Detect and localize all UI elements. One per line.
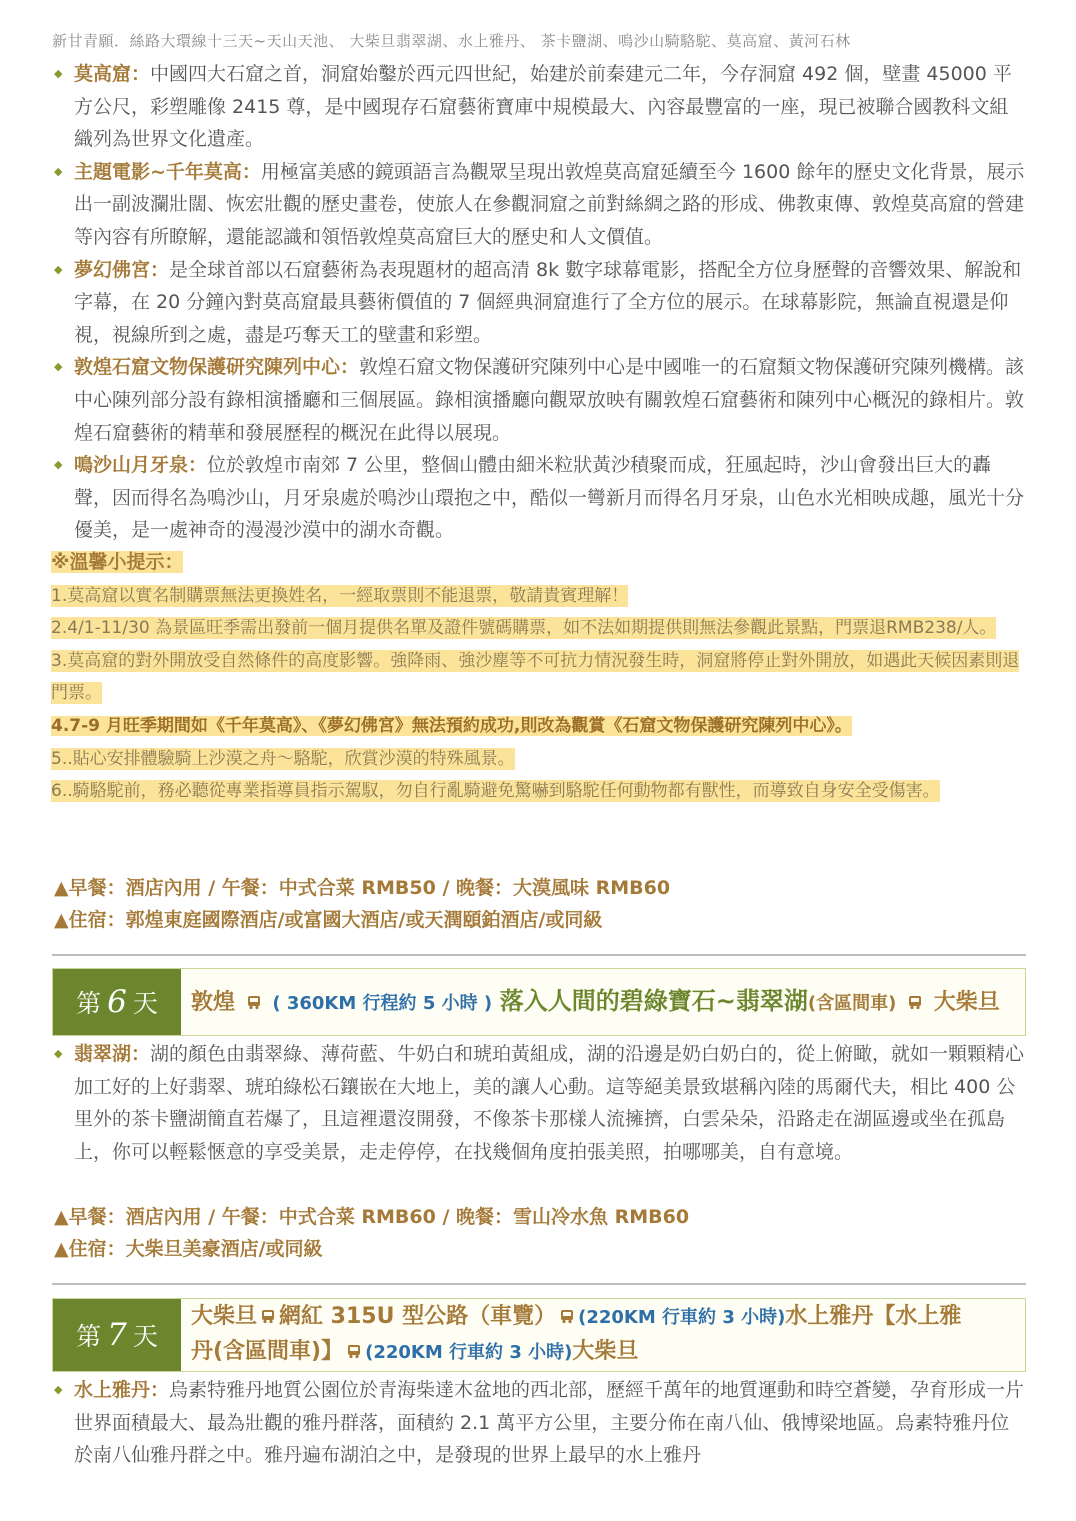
attraction-term: 敦煌石窟文物保護研究陳列中心：	[74, 356, 360, 379]
tour-header: 新甘青願．絲路大環線十三天~天山天池、 大柴旦翡翠湖、水上雅丹、 茶卡鹽湖、鳴沙山騎駱駝、莫高窟、黃河石林	[52, 32, 851, 50]
attraction-term: 夢幻佛宮：	[74, 258, 170, 281]
day6-label	[53, 969, 181, 1035]
route-stop: 丹(含區間車)】	[191, 1339, 344, 1364]
day5-hotel: ▲住宿：郭煌東庭國際酒店/或富國大酒店/或天潤頤鉑酒店/或同級	[54, 909, 603, 931]
day-suffix: 天	[132, 989, 158, 1018]
route-from: 大柴旦	[191, 1304, 258, 1329]
tip-item: 1.莫高窟以實名制購票無法更換姓名，一經取票則不能退票，敬請貴賓理解！	[51, 585, 629, 606]
bus-icon	[247, 995, 261, 1010]
tip-item: 6..騎駱駝前，務必聽從專業指導員指示駕馭，勿自行亂騎避免驚嚇到駱駝任何動物都有獸性，而導致自身安全受傷害。	[51, 781, 940, 802]
attraction-term: 莫高窟：	[74, 63, 151, 85]
attraction-item	[52, 351, 1027, 449]
day6-attractions	[52, 1038, 1027, 1168]
tip-item: 5..貼心安排體驗騎上沙漠之舟～駱駝，欣賞沙漠的特殊風景。	[51, 748, 515, 769]
bus-icon	[261, 1309, 275, 1324]
route-from: 敦煌	[191, 989, 236, 1015]
attraction-item	[52, 1374, 1027, 1472]
attraction-term: 水上雅丹：	[74, 1379, 170, 1401]
tips-title: ※溫馨小提示：	[51, 551, 184, 573]
day-suffix: 天	[132, 1322, 158, 1351]
attraction-term: 翡翠湖：	[74, 1043, 151, 1065]
attraction-text: 烏素特雅丹地質公園位於青海柴達木盆地的西北部，歷經千萬年的地質運動和時空蒼變，孕育形成一片世界面積最大、最為壯觀的雅丹群落，面積約 2.1 萬平方公里，主要分佈在南八仙、俄博梁地區。烏素特雅丹位於南八仙雅丹群之中。雅丹遍布湖泊之中，是發現的世界上最早的水上雅丹	[74, 1379, 1025, 1467]
bus-icon	[560, 1309, 574, 1324]
day-prefix: 第	[76, 1322, 102, 1351]
divider	[52, 954, 1026, 956]
tips-section	[51, 546, 1031, 808]
route-highlight: 落入人間的碧綠寶石~翡翠湖	[499, 986, 808, 1015]
tip-item: 3.莫高窟的對外開放受自然條件的高度影響。強降雨、強沙塵等不可抗力情況發生時，洞窟將停止對外開放，如遇此天候因素則退門票。	[51, 650, 1020, 704]
route-duration: ( 360KM 行程約 5 小時 )	[272, 992, 493, 1014]
divider	[52, 1283, 1026, 1285]
attraction-text: 湖的顏色由翡翠綠、薄荷藍、牛奶白和琥珀黃組成，湖的沿邊是奶白奶白的，從上俯瞰，就如一顆顆精心加工好的上好翡翠、琥珀綠松石鑲嵌在大地上，美的讓人心動。這等絕美景致堪稱內陸的馬爾代夫，相比 400 公里外的茶卡鹽湖簡直若爆了，且這裡還沒開發，不像茶卡那樣人流擁擠，白雲朵朵，沿路走在湖區邊或坐在孤島上，你可以輕鬆愜意的享受美景，走走停停，在找幾個角度拍張美照，拍哪哪美，自有意境。	[74, 1043, 1025, 1163]
attraction-item	[52, 58, 1027, 156]
attraction-item	[52, 156, 1027, 254]
day7-attractions	[52, 1374, 1027, 1472]
route-stop: 網紅 315U 型公路（車覽）	[279, 1304, 557, 1329]
route-stop: 水上雅丹【水上雅	[785, 1304, 962, 1329]
tip-item-bold: 4.7-9 月旺季期間如《千年莫高》、《夢幻佛宮》無法預約成功,則改為觀賞《石窟文物保護研究陳列中心》。	[51, 715, 852, 736]
day-number: 6	[107, 984, 127, 1020]
route-duration: (220KM 行車約 3 小時)	[365, 1342, 573, 1363]
day6-hotel: ▲住宿：大柴旦美豪酒店/或同級	[54, 1238, 323, 1260]
attraction-item	[52, 1038, 1027, 1168]
attraction-item	[52, 254, 1027, 352]
route-duration: (220KM 行車約 3 小時)	[578, 1307, 786, 1328]
attraction-item	[52, 449, 1027, 547]
attraction-text: 用極富美感的鏡頭語言為觀眾呈現出敦煌莫高窟延續至今 1600 餘年的歷史文化背景，展示出一副波瀾壯闊、恢宏壯觀的歷史畫卷，使旅人在參觀洞窟之前對絲綢之路的形成、佛教東傳、敦煌莫高窟的營建等內容有所瞭解，還能認識和領悟敦煌莫高窟巨大的歷史和人文價值。	[74, 160, 1025, 248]
day7-title	[191, 1299, 1015, 1371]
day7-label	[53, 1299, 181, 1371]
attraction-term: 鳴沙山月牙泉：	[74, 454, 208, 477]
day7-header	[52, 1298, 1026, 1372]
attraction-text: 中國四大石窟之首，洞窟始鑿於西元四世紀，始建於前秦建元二年，今存洞窟 492 個，壁畫 45000 平方公尺，彩塑雕像 2415 尊，是中國現存石窟藝術寶庫中規模最大、內容最豐富的一座，現已被聯合國教科文組織列為世界文化遺產。	[74, 63, 1012, 151]
bus-icon	[908, 995, 922, 1010]
day-number: 7	[107, 1317, 127, 1353]
attraction-text: 敦煌石窟文物保護研究陳列中心是中國唯一的石窟類文物保護研究陳列機構。該中心陳列部分設有錄相演播廳和三個展區。錄相演播廳向觀眾放映有關敦煌石窟藝術和陳列中心概況的錄相片。敦煌石窟藝術的精華和發展歷程的概況在此得以展現。	[74, 356, 1025, 444]
attraction-text: 位於敦煌市南郊 7 公里，整個山體由細米粒狀黃沙積聚而成，狂風起時，沙山會發出巨大的轟聲，因而得名為鳴沙山，月牙泉處於鳴沙山環抱之中，酷似一彎新月而得名月牙泉，山色水光相映成趣，風光十分優美，是一處神奇的漫漫沙漠中的湖水奇觀。	[74, 454, 1025, 542]
tip-item: 2.4/1-11/30 為景區旺季需出發前一個月提供名單及證件號碼購票，如不法如期提供則無法參觀此景點，門票退RMB238/人。	[51, 618, 997, 639]
day-prefix: 第	[76, 989, 102, 1018]
day6-header	[52, 968, 1026, 1036]
route-to: 大柴旦	[933, 989, 1000, 1015]
route-to: 大柴旦	[572, 1339, 639, 1364]
route-note: (含區間車)	[807, 992, 897, 1014]
attractions-list	[52, 58, 1027, 547]
attraction-text: 是全球首部以石窟藝術為表現題材的超高清 8k 數字球幕電影，搭配全方位身歷聲的音響效果、解說和字幕，在 20 分鐘內對莫高窟最具藝術價值的 7 個經典洞窟進行了全方位的展示。在球幕影院，無論直視還是仰視，視線所到之處，盡是巧奪天工的壁畫和彩塑。	[74, 258, 1022, 346]
attraction-term: 主題電影~千年莫高：	[74, 160, 261, 183]
day6-title	[191, 969, 1015, 1035]
bus-icon	[347, 1344, 361, 1359]
day5-meals: ▲早餐：酒店內用 / 午餐：中式合菜 RMB50 / 晚餐：大漠風味 RMB60	[54, 877, 671, 899]
day6-meals: ▲早餐：酒店內用 / 午餐：中式合菜 RMB60 / 晚餐：雪山冷水魚 RMB60	[54, 1206, 690, 1228]
